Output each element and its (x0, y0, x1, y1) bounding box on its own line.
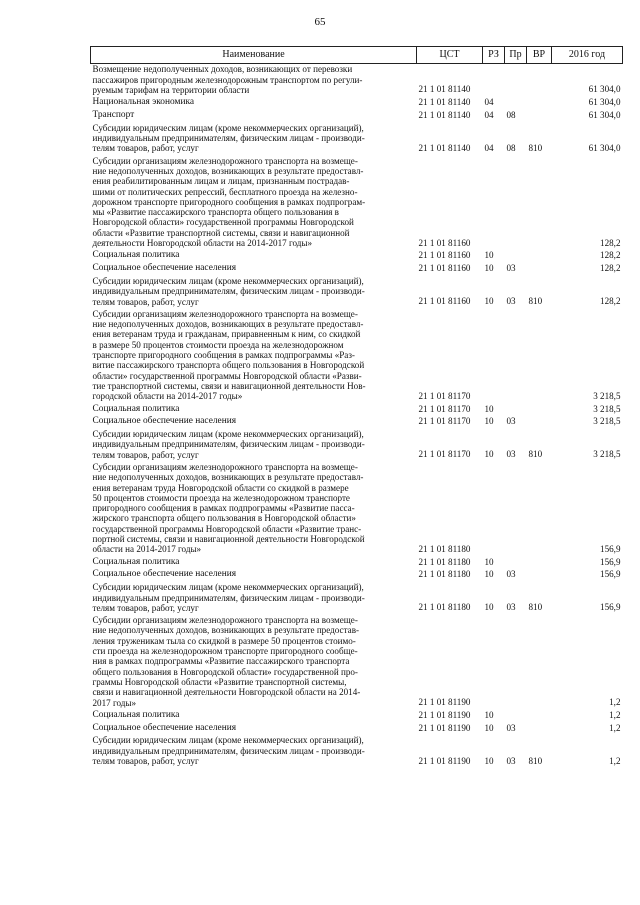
row-pr (505, 404, 527, 417)
table-row (91, 64, 623, 97)
budget-table (90, 46, 623, 768)
row-name-line: телям товаров, работ, услуг (92, 756, 199, 766)
row-name-line: ния в рамках подпрограммы «Развитие пассажирского транспорта (92, 656, 350, 667)
row-name-line: в размере 50 процентов стоимости проезда на железнодорожном (92, 339, 344, 350)
row-name-line: витие пассажирского транспорта общего пользования в Новгородской (92, 360, 365, 371)
row-name (91, 250, 417, 263)
row-pr (505, 97, 527, 110)
table-row (91, 250, 623, 263)
row-name-line: связи и навигационной деятельности Новгородской области на 2014- (92, 687, 361, 698)
row-name-line: Социальная политика (92, 556, 180, 567)
row-name-line: Субсидии юридическим лицам (кроме некоммерческих организаций), (92, 275, 364, 286)
row-cst: 21 1 01 81160 (418, 296, 471, 307)
row-name (91, 110, 417, 123)
row-name-line: Социальная политика (92, 709, 180, 720)
row-cst: 21 1 01 81190 (418, 755, 471, 766)
row-name-line: городской области на 2014-2017 годы» (92, 391, 243, 402)
row-name-line: граммы Новгородской области «Развитие транспортной системы, (92, 676, 347, 687)
table-row (91, 569, 623, 582)
row-sum: 156,9 (600, 569, 621, 580)
row-name-line: общего пользования в Новгородской области» государственной про- (92, 666, 358, 677)
row-name-line: индивидуальным предпринимателям, физическим лицам - производи- (92, 439, 365, 450)
row-vr (527, 462, 552, 557)
row-rz: 04 (484, 97, 494, 108)
row-sum: 156,9 (600, 543, 621, 554)
row-name-line: Возмещение недополученных доходов, возникающих от перевозки (92, 64, 353, 75)
table-body (91, 64, 623, 769)
row-sum: 3 218,5 (593, 449, 621, 460)
row-sum: 156,9 (600, 556, 621, 567)
row-pr: 03 (506, 449, 516, 460)
row-pr: 03 (506, 602, 516, 613)
row-name-line: Субсидии организациям железнодорожного транспорта на возмеще- (92, 308, 358, 319)
row-name-line: Субсидии юридическим лицам (кроме некоммерческих организаций), (92, 122, 364, 133)
row-sum: 1,2 (609, 709, 621, 720)
row-name-line: Социальное обеспечение населения (92, 416, 237, 427)
row-name-line: государственной программы Новгородской области «Развитие транс- (92, 523, 362, 534)
row-name (91, 615, 417, 710)
header-row (91, 47, 623, 64)
row-name-line: шими от политических репрессий, бесплатного проезда на железно- (92, 186, 358, 197)
row-name-line: телям товаров, работ, услуг (92, 602, 199, 613)
row-vr (527, 710, 552, 723)
row-name-line: Национальная экономика (92, 97, 195, 108)
row-cst: 21 1 01 81180 (418, 543, 471, 554)
row-vr (527, 569, 552, 582)
row-name-line: ения ветеранам труда Новгородской области со скидкой в размере (92, 482, 349, 493)
row-pr (505, 250, 527, 263)
row-cst: 21 1 01 81170 (418, 416, 471, 427)
row-sum: 128,2 (600, 296, 621, 307)
row-vr (527, 615, 552, 710)
row-name-line: сти проезда на железнодорожном транспорте пригородного сообще- (92, 646, 358, 657)
table-row (91, 404, 623, 417)
row-sum: 1,2 (609, 697, 621, 708)
row-name (91, 723, 417, 736)
row-name (91, 557, 417, 570)
row-rz: 10 (484, 449, 494, 460)
row-sum: 1,2 (609, 722, 621, 733)
row-pr (505, 309, 527, 404)
row-cst: 21 1 01 81190 (418, 722, 471, 733)
row-vr (527, 404, 552, 417)
row-name-line: Субсидии юридическим лицам (кроме некоммерческих организаций), (92, 582, 364, 593)
row-pr: 08 (506, 142, 516, 153)
row-name-line: 2017 годы» (92, 697, 137, 708)
row-rz: 10 (484, 250, 494, 261)
row-name-line: Социальная политика (92, 250, 180, 261)
row-name (91, 156, 417, 251)
row-pr: 03 (506, 416, 516, 427)
row-name-line: деятельности Новгородской области на 2014-2017 годы» (92, 238, 313, 249)
row-cst: 21 1 01 81190 (418, 697, 471, 708)
table-row (91, 123, 623, 156)
row-pr (505, 462, 527, 557)
row-name-line: индивидуальным предпринимателям, физическим лицам - производи- (92, 133, 365, 144)
row-pr: 03 (506, 296, 516, 307)
row-name-line: Новгородской области» государственной программы Новгородской (92, 217, 354, 228)
table-row (91, 416, 623, 429)
row-name (91, 123, 417, 156)
row-name-line: ления труженикам тыла со скидкой в размере 50 процентов стоимо- (92, 635, 356, 646)
row-vr (527, 263, 552, 276)
row-rz: 10 (484, 755, 494, 766)
row-name (91, 416, 417, 429)
row-rz: 04 (484, 109, 494, 120)
row-name-line: тие транспортной системы, связи и навигационной деятельности Нов- (92, 380, 366, 391)
row-rz: 10 (484, 556, 494, 567)
row-name-line: Субсидии организациям железнодорожного транспорта на возмеще- (92, 461, 358, 472)
row-name (91, 263, 417, 276)
row-cst: 21 1 01 81160 (418, 263, 471, 274)
row-name-line: ние недополученных доходов, возникающих в результате предоставл- (92, 319, 364, 330)
row-rz: 10 (484, 416, 494, 427)
table-row (91, 615, 623, 710)
table-row (91, 276, 623, 309)
row-cst: 21 1 01 81140 (418, 84, 471, 95)
row-sum: 3 218,5 (593, 416, 621, 427)
row-name-line: индивидуальным предпринимателям, физическим лицам - производи- (92, 592, 365, 603)
header-vr: ВР (527, 47, 552, 64)
row-name (91, 569, 417, 582)
row-name-line: Субсидии юридическим лицам (кроме некоммерческих организаций), (92, 429, 364, 440)
table-row (91, 735, 623, 768)
row-cst: 21 1 01 81160 (418, 250, 471, 261)
row-name-line: 50 процентов стоимости проезда на железнодорожном транспорте (92, 492, 350, 503)
row-name (91, 735, 417, 768)
row-name-line: жирского транспорта общего пользования в Новгородской области» (92, 513, 356, 524)
row-cst: 21 1 01 81170 (418, 390, 471, 401)
header-pr: Пр (505, 47, 527, 64)
row-name-line: ние недополученных доходов, возникающих в результате предостав- (92, 625, 360, 636)
row-vr (527, 723, 552, 736)
header-rz: РЗ (483, 47, 505, 64)
row-name-line: портной системы, связи и навигационной деятельности Новгородской (92, 534, 365, 545)
table-row (91, 309, 623, 404)
row-pr: 03 (506, 722, 516, 733)
row-rz: 10 (484, 296, 494, 307)
row-sum: 61 304,0 (588, 97, 621, 108)
header-name: Наименование (91, 47, 417, 64)
row-vr (527, 557, 552, 570)
row-name (91, 97, 417, 110)
row-name (91, 462, 417, 557)
row-pr: 03 (506, 569, 516, 580)
row-rz (483, 156, 505, 251)
row-rz: 10 (484, 722, 494, 733)
row-vr: 810 (528, 755, 543, 766)
row-name (91, 309, 417, 404)
row-name-line: области «Развитие транспортной системы, связи и навигационной (92, 227, 350, 238)
row-name-line: ние недополученных доходов, возникающих в результате предоставл- (92, 472, 364, 483)
row-sum: 3 218,5 (593, 403, 621, 414)
row-rz (483, 309, 505, 404)
table-row (91, 97, 623, 110)
row-name-line: телям товаров, работ, услуг (92, 449, 199, 460)
row-vr (527, 97, 552, 110)
row-vr: 810 (528, 449, 543, 460)
row-cst: 21 1 01 81190 (418, 709, 471, 720)
row-vr (527, 416, 552, 429)
row-name-line: Социальное обеспечение населения (92, 722, 237, 733)
row-sum: 1,2 (609, 755, 621, 766)
table-row (91, 462, 623, 557)
row-rz (483, 462, 505, 557)
header-cst: ЦСТ (417, 47, 483, 64)
row-cst: 21 1 01 81160 (418, 237, 471, 248)
row-name-line: Субсидии организациям железнодорожного транспорта на возмеще- (92, 615, 358, 626)
row-sum: 128,2 (600, 237, 621, 248)
row-cst: 21 1 01 81140 (418, 142, 471, 153)
row-name (91, 582, 417, 615)
row-name-line: руемым тарифам на территории области (92, 84, 250, 95)
row-name-line: Социальное обеспечение населения (92, 263, 237, 274)
row-pr (505, 64, 527, 97)
row-name (91, 64, 417, 97)
row-name-line: пассажиров пригородным железнодорожным транспортом по регули- (92, 74, 363, 85)
table-row (91, 110, 623, 123)
row-pr (505, 710, 527, 723)
table-row (91, 429, 623, 462)
row-rz: 10 (484, 569, 494, 580)
row-pr (505, 615, 527, 710)
row-pr: 03 (506, 263, 516, 274)
row-sum: 128,2 (600, 250, 621, 261)
row-pr: 03 (506, 755, 516, 766)
row-name-line: Транспорт (92, 109, 135, 120)
row-vr (527, 250, 552, 263)
row-vr (527, 110, 552, 123)
row-name-line: области на 2014-2017 годы» (92, 544, 202, 555)
row-name-line: дорожном транспорте пригородного сообщения в рамках подпрограм- (92, 196, 366, 207)
table-row (91, 263, 623, 276)
row-name-line: пригородного сообщения в рамках подпрограммы «Развитие пасса- (92, 503, 355, 514)
row-sum: 61 304,0 (588, 109, 621, 120)
row-name (91, 404, 417, 417)
row-name-line: области» государственной программы Новгородской области «Разви- (92, 370, 362, 381)
row-cst: 21 1 01 81180 (418, 556, 471, 567)
row-vr: 810 (528, 296, 543, 307)
row-rz: 10 (484, 403, 494, 414)
row-rz (483, 64, 505, 97)
row-name-line: мы «Развитие пассажирского транспорта общего пользования в (92, 207, 339, 218)
row-name-line: телям товаров, работ, услуг (92, 296, 199, 307)
row-name-line: ения реабилитированным лицам и лицам, признанным пострадав- (92, 176, 350, 187)
row-cst: 21 1 01 81140 (418, 97, 471, 108)
table-row (91, 156, 623, 251)
row-cst: 21 1 01 81170 (418, 449, 471, 460)
row-cst: 21 1 01 81180 (418, 569, 471, 580)
table-header (91, 47, 623, 64)
row-sum: 61 304,0 (588, 84, 621, 95)
row-name-line: телям товаров, работ, услуг (92, 143, 199, 154)
row-rz: 10 (484, 263, 494, 274)
row-name (91, 429, 417, 462)
row-name-line: Социальное обеспечение населения (92, 569, 237, 580)
table-row (91, 582, 623, 615)
row-rz: 10 (484, 602, 494, 613)
row-cst: 21 1 01 81180 (418, 602, 471, 613)
row-name-line: индивидуальным предпринимателям, физическим лицам - производи- (92, 745, 365, 756)
row-rz: 04 (484, 142, 494, 153)
row-name (91, 710, 417, 723)
row-rz (483, 615, 505, 710)
table-row (91, 710, 623, 723)
row-sum: 3 218,5 (593, 390, 621, 401)
row-pr: 08 (506, 109, 516, 120)
row-name-line: Субсидии юридическим лицам (кроме некоммерческих организаций), (92, 735, 364, 746)
table-row (91, 723, 623, 736)
row-vr (527, 309, 552, 404)
page-number: 65 (314, 16, 326, 28)
row-vr (527, 156, 552, 251)
row-name-line: ения ветеранам труда и гражданам, приравненным к ним, со скидкой (92, 329, 361, 340)
row-sum: 156,9 (600, 602, 621, 613)
row-name-line: индивидуальным предпринимателям, физическим лицам - производи- (92, 286, 365, 297)
row-name-line: Субсидии организациям железнодорожного транспорта на возмеще- (92, 155, 358, 166)
row-sum: 128,2 (600, 263, 621, 274)
row-vr (527, 64, 552, 97)
table-row (91, 557, 623, 570)
row-name-line: ние недополученных доходов, возникающих в результате предоставл- (92, 165, 364, 176)
row-vr: 810 (528, 142, 543, 153)
row-sum: 61 304,0 (588, 142, 621, 153)
row-cst: 21 1 01 81170 (418, 403, 471, 414)
row-vr: 810 (528, 602, 543, 613)
row-pr (505, 156, 527, 251)
row-name-line: Социальная политика (92, 403, 180, 414)
row-pr (505, 557, 527, 570)
row-rz: 10 (484, 709, 494, 720)
row-name-line: транспорте пригородного сообщения в рамках подпрограммы «Раз- (92, 350, 355, 361)
row-name (91, 276, 417, 309)
row-cst: 21 1 01 81140 (418, 109, 471, 120)
header-year: 2016 год (552, 47, 623, 64)
